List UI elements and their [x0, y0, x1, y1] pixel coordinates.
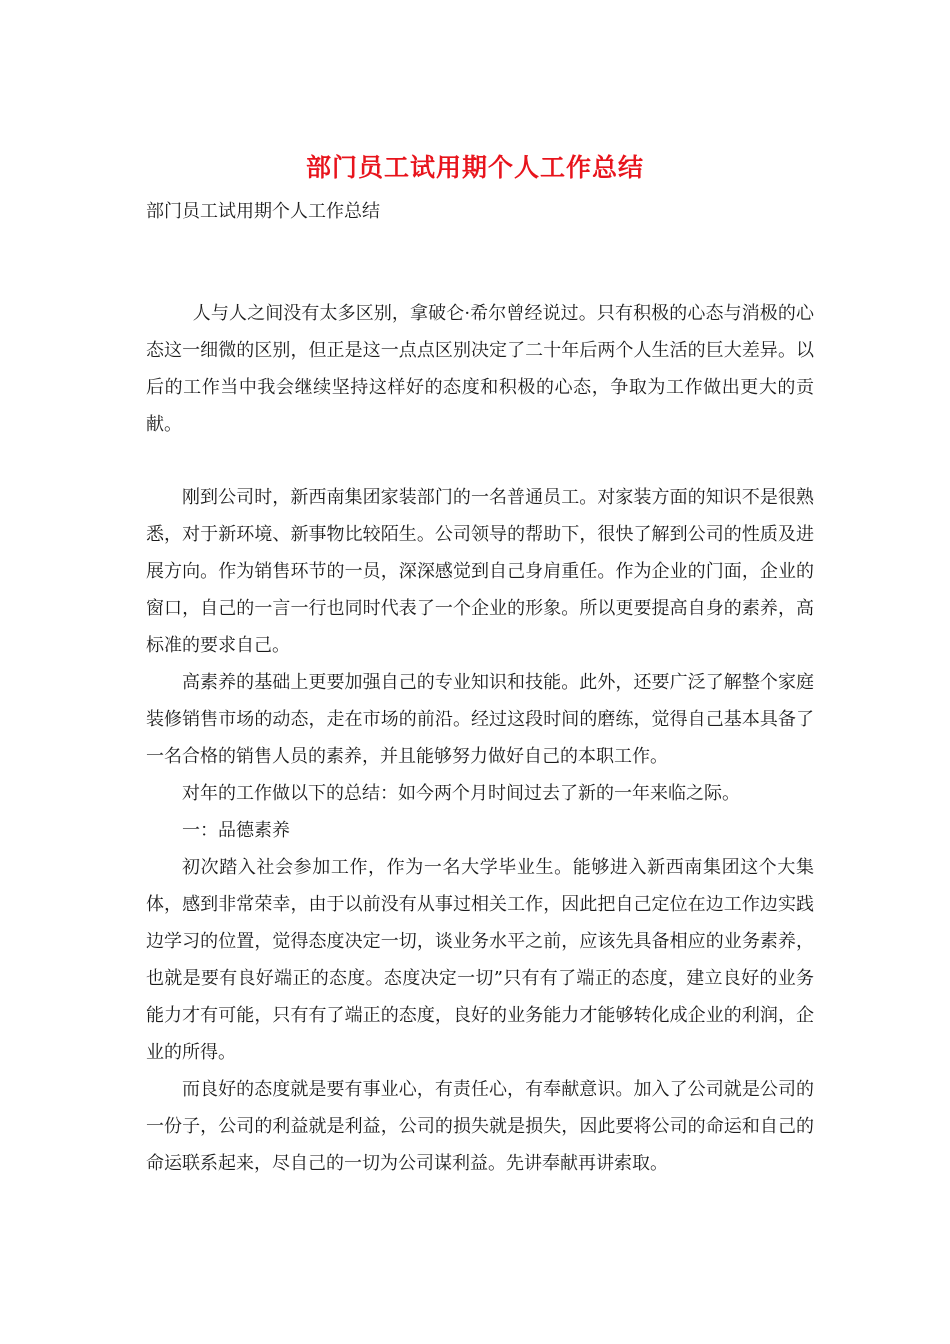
document-subtitle: 部门员工试用期个人工作总结: [146, 201, 380, 222]
paragraph-skills: 高素养的基础上更要加强自己的专业知识和技能。此外，还要广泛了解整个家庭装修销售市场的动态，走在市场的前沿。经过这段时间的磨练，觉得自己基本具备了一名合格的销售人员的素养，并且能够努力做好自己的本职工作。: [146, 672, 814, 767]
document-title: 部门员工试用期个人工作总结: [305, 153, 644, 182]
main-section: [146, 479, 814, 1182]
paragraph-intro: 人与人之间没有太多区别，拿破仑·希尔曾经说过。只有积极的心态与消极的心态这一细微的区别，但正是这一点点区别决定了二十年后两个人生活的巨大差异。以后的工作当中我会继续坚持这样好的态度和积极的心态，争取为工作做出更大的贡献。: [146, 303, 814, 435]
section-heading-moral: 一：品德素养: [182, 820, 290, 841]
paragraph-arrival: 刚到公司时，新西南集团家装部门的一名普通员工。对家装方面的知识不是很熟悉，对于新环境、新事物比较陌生。公司领导的帮助下，很快了解到公司的性质及进展方向。作为销售环节的一员，深深感觉到自己身肩重任。作为企业的门面，企业的窗口，自己的一言一行也同时代表了一个企业的形象。所以更要提高自身的素养，高标准的要求自己。: [146, 487, 814, 656]
paragraph-attitude: 初次踏入社会参加工作，作为一名大学毕业生。能够进入新西南集团这个大集体，感到非常荣幸，由于以前没有从事过相关工作，因此把自己定位在边工作边实践边学习的位置，觉得态度决定一切，谈业务水平之前，应该先具备相应的业务素养，也就是要有良好端正的态度。态度决定一切”只有有了端正的态度，建立良好的业务能力才有可能，只有有了端正的态度，良好的业务能力才能够转化成企业的利润，企业的所得。: [146, 857, 814, 1063]
paragraph-dedication: 而良好的态度就是要有事业心，有责任心，有奉献意识。加入了公司就是公司的一份子，公司的利益就是利益，公司的损失就是损失，因此要将公司的命运和自己的命运联系起来，尽自己的一切为公司谋利益。先讲奉献再讲索取。: [146, 1079, 814, 1174]
paragraph-summary-intro: 对年的工作做以下的总结：如今两个月时间过去了新的一年来临之际。: [182, 783, 740, 804]
intro-section: [146, 295, 814, 443]
